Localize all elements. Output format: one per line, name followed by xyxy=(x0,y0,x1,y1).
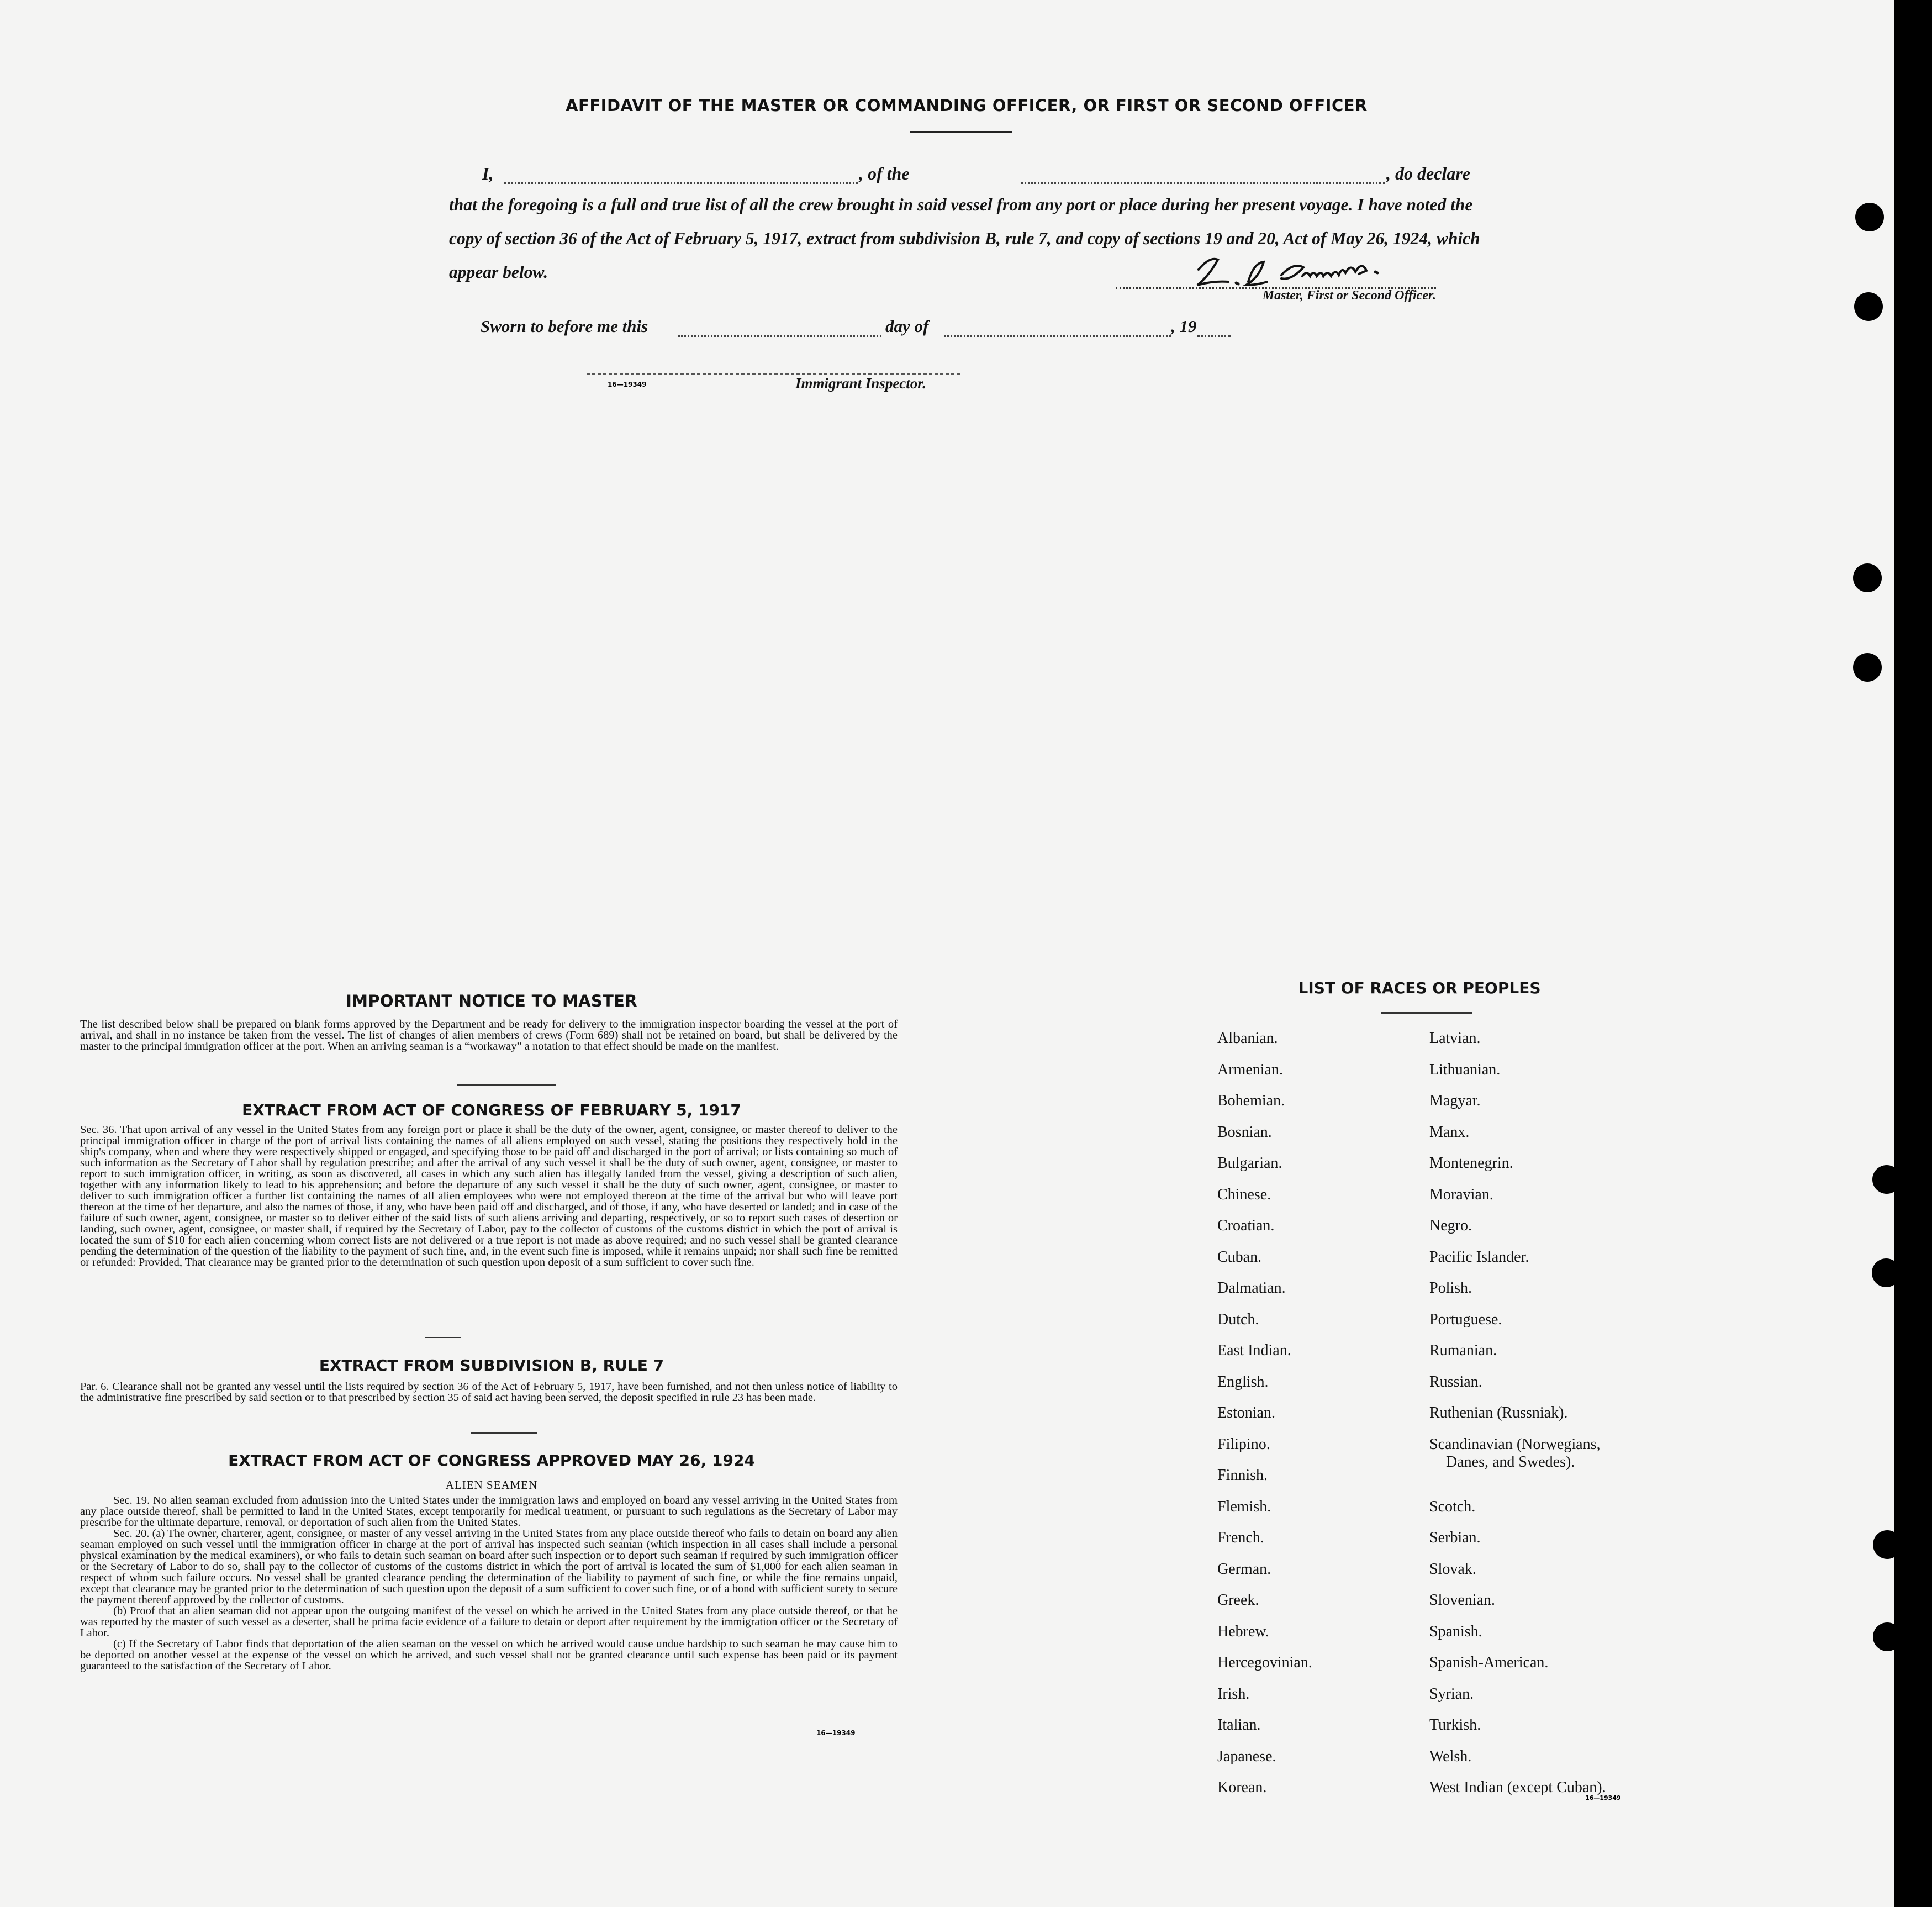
race-item: Korean. xyxy=(1217,1779,1267,1796)
race-item: Irish. xyxy=(1217,1685,1250,1703)
day-of-label: day of xyxy=(885,317,929,336)
race-item: Bulgarian. xyxy=(1217,1155,1282,1172)
race-item: Finnish. xyxy=(1217,1467,1268,1484)
race-item: Scandinavian (Norwegians, xyxy=(1429,1435,1601,1453)
divider xyxy=(425,1337,461,1338)
section-36-text: Sec. 36. That upon arrival of any vessel in the United States from any foreign port or place it shall be the duty of the owner, agent, consignee, or master thereof to deliver to the principal immigration officer in charge of the port of arrival lists containing the names of all aliens employed on such vessel, stating the positions they respectively hold in the ship's company, when and where they were respectively shipped or engaged, and specifying those to be paid off and discharged in the port of arrival; or lists containing so much of such information as the Secretary of Labor shall by regulation prescribe; and after the arrival of any such vessel it shall be the duty of such owner, agent, consignee, or master to report to such immigration officer, in writing, as soon as discovered, all cases in which any such alien has illegally landed from the vessel, giving a description of such alien, together with any information likely to lead to his apprehension; and before the departure of any such vessel it shall be the duty of such owner, agent, consignee, or master to deliver to such immigration officer a further list containing the names of all alien employees who were not employed thereon at the time of the arrival but who will leave port thereon at the time of her departure, and also the names of those, if any, who have been paid off and discharged, and of those, if any, who have deserted or landed; and in case of the failure of such owner, agent, consignee, or master so to deliver either of the said lists of such aliens arriving and departing, respectively, or so to report such cases of desertion or landing, such owner, agent, consignee, or master shall, if required by the Secretary of Labor, pay to the collector of customs of the customs district in which the port of arrival is located the sum of $10 for each alien concerning whom correct lists are not delivered or a true report is not made as above required; and no such vessel shall be granted clearance pending the determination of the question of the liability to the payment of such fine, and, in the event such fine is imposed, while it remains unpaid; nor shall such fine be remitted or refunded: Provided, That clearance may be granted prior to the determination of such question upon deposit of a sum sufficient to cover such fine. xyxy=(80,1124,898,1268)
race-item: Cuban. xyxy=(1217,1248,1262,1266)
race-item: Dalmatian. xyxy=(1217,1279,1286,1297)
race-item: Portuguese. xyxy=(1429,1310,1502,1328)
i-label: I, xyxy=(482,164,494,183)
title-underline xyxy=(910,131,1012,133)
race-item: Rumanian. xyxy=(1429,1342,1497,1359)
binder-hole xyxy=(1872,1258,1901,1287)
race-item: Dutch. xyxy=(1217,1310,1259,1328)
month-blank[interactable] xyxy=(944,335,1171,337)
race-item: Serbian. xyxy=(1429,1529,1481,1546)
race-item: Ruthenian (Russniak). xyxy=(1429,1404,1568,1421)
divider xyxy=(457,1084,556,1086)
extract-1924-title: EXTRACT FROM ACT OF CONGRESS APPROVED MAY 26, 1924 xyxy=(228,1451,755,1469)
race-item: Hebrew. xyxy=(1217,1622,1269,1640)
notice-title: IMPORTANT NOTICE TO MASTER xyxy=(346,992,637,1010)
race-item: Greek. xyxy=(1217,1592,1259,1609)
race-item: Flemish. xyxy=(1217,1498,1271,1515)
sworn-label: Sworn to before me this xyxy=(481,317,648,336)
section-19-text: Sec. 19. No alien seaman excluded from admission into the United States under the immigration laws and employed on board any vessel arriving in the United States from any place outside thereof, shall be permitted to land in the United States, except temporarily for medical treatment, or pursuant to such regulations as the Secretary of Labor may prescribe for the ultimate departure, removal, or deportation of such alien from the United States. xyxy=(80,1494,898,1529)
race-item: Filipino. xyxy=(1217,1435,1270,1453)
race-item: English. xyxy=(1217,1373,1269,1390)
alien-seamen-subtitle: ALIEN SEAMEN xyxy=(445,1478,538,1492)
race-item: Pacific Islander. xyxy=(1429,1248,1529,1266)
races-title: LIST OF RACES OR PEOPLES xyxy=(1298,979,1541,997)
binder-hole xyxy=(1873,1530,1902,1559)
race-item: Montenegrin. xyxy=(1429,1155,1513,1172)
binder-hole xyxy=(1853,653,1882,682)
of-the-label: , of the xyxy=(859,164,910,183)
binder-hole xyxy=(1872,1165,1901,1194)
paragraph-6-text: Par. 6. Clearance shall not be granted any vessel until the lists required by section 36 of the Act of February 5, 1917, have been furnished, and not then unless notice of liability to the administrative fine prescribed by said section or to that prescribed by section 35 of said act having been served, the deposit specified in rule 23 has been made. xyxy=(80,1381,898,1404)
races-title-underline xyxy=(1381,1012,1472,1014)
race-item: Croatian. xyxy=(1217,1217,1275,1234)
name-blank[interactable] xyxy=(504,182,858,184)
race-item: East Indian. xyxy=(1217,1342,1291,1359)
alien-seamen-sections xyxy=(80,1495,898,1672)
master-signature xyxy=(1116,253,1464,314)
do-declare-label: , do declare xyxy=(1386,164,1470,183)
divider xyxy=(471,1432,537,1434)
binder-hole xyxy=(1855,203,1884,231)
binder-hole xyxy=(1873,1622,1902,1651)
race-item: Magyar. xyxy=(1429,1092,1481,1109)
race-item: Bohemian. xyxy=(1217,1092,1285,1109)
race-item: Bosnian. xyxy=(1217,1123,1272,1141)
year-blank[interactable] xyxy=(1197,335,1231,337)
race-item: Spanish-American. xyxy=(1429,1654,1549,1671)
race-item: Armenian. xyxy=(1217,1061,1283,1078)
extract-1917-title: EXTRACT FROM ACT OF CONGRESS OF FEBRUARY 5, 1917 xyxy=(242,1101,741,1119)
race-item: Moravian. xyxy=(1429,1186,1493,1203)
race-item: German. xyxy=(1217,1560,1271,1578)
form-number: 16—19349 xyxy=(608,381,647,388)
inspector-signature-line[interactable] xyxy=(587,373,960,375)
signature-caption: Master, First or Second Officer. xyxy=(1262,288,1436,303)
race-item: Danes, and Swedes). xyxy=(1446,1453,1575,1471)
section-20c-text: (c) If the Secretary of Labor finds that deportation of the alien seaman on the vessel on which he arrived would cause undue hardship to such seaman he may cause him to be deported on another vessel at the expense of the vessel on which he arrived, and such vessel shall not be granted clearance until such expense has been paid or its payment guaranteed to the satisfaction of the Secretary of Labor. xyxy=(80,1638,898,1672)
year-label: , 19 xyxy=(1171,317,1197,336)
race-item: Latvian. xyxy=(1429,1030,1481,1047)
vessel-blank[interactable] xyxy=(1021,182,1385,184)
extract-rule7-title: EXTRACT FROM SUBDIVISION B, RULE 7 xyxy=(319,1356,664,1374)
race-item: Slovak. xyxy=(1429,1560,1476,1578)
race-item: Lithuanian. xyxy=(1429,1061,1501,1078)
race-item: Welsh. xyxy=(1429,1747,1472,1765)
race-item: Syrian. xyxy=(1429,1685,1474,1703)
day-blank[interactable] xyxy=(678,335,881,337)
affidavit-declaration-line xyxy=(449,164,1476,190)
race-item: Manx. xyxy=(1429,1123,1470,1141)
race-item: Turkish. xyxy=(1429,1716,1481,1734)
inspector-caption: Immigrant Inspector. xyxy=(795,375,927,392)
race-item: Hercegovinian. xyxy=(1217,1654,1312,1671)
notice-text: The list described below shall be prepared on blank forms approved by the Department and be ready for delivery to the immigration inspector boarding the vessel at the port of arrival, and shall in no instance be taken from the vessel. The list of changes of alien members of crews (Form 689) shall not be retained on board, but shall be delivered by the master to the principal immigration officer at the port. When an arriving seaman is a “workaway” a notation to that effect should be made on the manifest. xyxy=(80,1018,898,1052)
race-item: Albanian. xyxy=(1217,1030,1278,1047)
form-number: 16—19349 xyxy=(816,1729,856,1737)
race-item: Spanish. xyxy=(1429,1622,1482,1640)
race-item: French. xyxy=(1217,1529,1264,1546)
race-item: Japanese. xyxy=(1217,1747,1276,1765)
race-item: Slovenian. xyxy=(1429,1592,1495,1609)
section-20b-text: (b) Proof that an alien seaman did not appear upon the outgoing manifest of the vessel on which he arrived in the United States from any place outside thereof, or that he was reported by the master of such vessel as a deserter, shall be prima facie evidence of a failure to detain or deport after requirement by the immigration officer or the Secretary of Labor. xyxy=(80,1605,898,1639)
race-item: Russian. xyxy=(1429,1373,1482,1390)
binder-hole xyxy=(1853,563,1882,592)
race-item: Chinese. xyxy=(1217,1186,1271,1203)
sworn-line xyxy=(481,317,1254,343)
race-item: Negro. xyxy=(1429,1217,1472,1234)
race-item: Scotch. xyxy=(1429,1498,1476,1515)
form-number: 16—19349 xyxy=(1585,1794,1621,1801)
signature-image xyxy=(1116,253,1464,292)
binder-hole xyxy=(1854,292,1883,321)
race-item: West Indian (except Cuban). xyxy=(1429,1779,1606,1796)
race-item: Italian. xyxy=(1217,1716,1261,1734)
race-item: Estonian. xyxy=(1217,1404,1275,1421)
section-20a-text: Sec. 20. (a) The owner, charterer, agent, consignee, or master of any vessel arriving in the United States from any place outside thereof who fails to detain on board any alien seaman employed on such vessel until the immigration officer in charge at the port of arrival has inspected such seaman (which inspection in all cases shall include a personal physical examination by the medical examiners), or who fails to detain such seaman on board after such inspection or to deport such seaman if required by such immigration officer or the Secretary of Labor to do so, shall pay to the collector of customs of the customs district in which the port of arrival is located the sum of $1,000 for each alien seaman in respect of whom such failure occurs. No vessel shall be granted clearance pending the determination of the liability to payment of such fine, or while the fine remains unpaid, except that clearance may be granted prior to the determination of such question upon the deposit of a sum sufficient to cover such fine, or of a bond with sufficient surety to secure the payment thereof approved by the collector of customs. xyxy=(80,1527,898,1606)
affidavit-body: that the foregoing is a full and true list of all the crew brought in said vessel from any port or place during her present voyage. I have noted the copy of section 36 of the Act of February 5, 1917, extract from subdivision B, rule 7, and copy of sections 19 and 20, Act of May 26, 1924, which appear below. xyxy=(449,195,1480,282)
race-item: Polish. xyxy=(1429,1279,1472,1297)
affidavit-title: AFFIDAVIT OF THE MASTER OR COMMANDING OFFICER, OR FIRST OR SECOND OFFICER xyxy=(566,96,1368,115)
